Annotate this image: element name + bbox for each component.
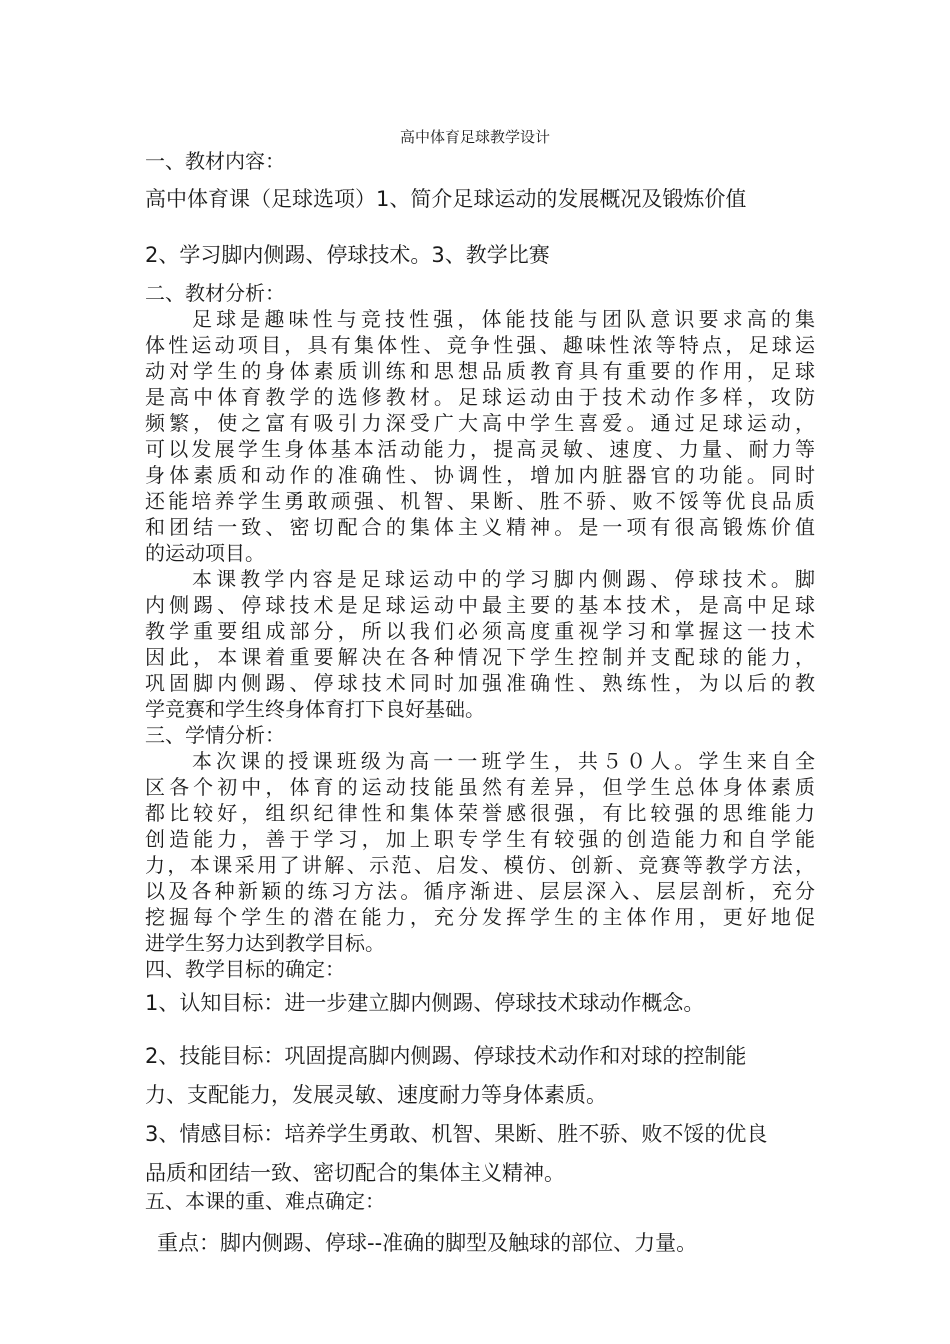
section-3-paragraph-1 xyxy=(145,748,815,956)
goal-affective-line-2: 品质和团结一致、密切配合的集体主义精神。 xyxy=(145,1161,565,1185)
paragraph-line: 学竞赛和学生终身体育打下良好基础。 xyxy=(145,697,485,721)
paragraph-line: 是高中体育教学的选修教材。足球运动由于技术动作多样，攻防 xyxy=(145,385,815,409)
section-2-heading: 二、教材分析： xyxy=(145,281,285,305)
paragraph-line: 都比较好，组织纪律性和集体荣誉感很强，有比较强的思维能力 xyxy=(145,801,815,825)
section-1-heading: 一、教材内容： xyxy=(145,149,285,173)
paragraph-line: 因此，本课着重要解决在各种情况下学生控制并支配球的能力， xyxy=(145,645,815,669)
paragraph-line: 区各个初中，体育的运动技能虽然有差异，但学生总体身体素质 xyxy=(145,775,815,799)
key-point: 重点：脚内侧踢、停球--准确的脚型及触球的部位、力量。 xyxy=(157,1231,698,1255)
document-title: 高中体育足球教学设计 xyxy=(399,128,550,146)
section-4-heading: 四、教学目标的确定： xyxy=(145,957,345,981)
paragraph-line: 进学生努力达到教学目标。 xyxy=(145,931,385,955)
section-3-heading: 三、学情分析： xyxy=(145,723,285,747)
paragraph-line: 可以发展学生身体基本活动能力，提高灵敏、速度、力量、耐力等 xyxy=(145,437,815,461)
paragraph-line: 体性运动项目，具有集体性、竞争性强、趣味性浓等特点，足球运 xyxy=(145,333,815,357)
paragraph-line: 巩固脚内侧踢、停球技术同时加强准确性、熟练性，为以后的教 xyxy=(145,671,815,695)
paragraph-line: 挖掘每个学生的潜在能力，充分发挥学生的主体作用，更好地促 xyxy=(145,905,815,929)
section-1-line-2: 2、学习脚内侧踢、停球技术。3、教学比赛 xyxy=(145,243,550,267)
paragraph-line: 身体素质和动作的准确性、协调性，增加内脏器官的功能。同时 xyxy=(145,463,815,487)
paragraph-line: 力，本课采用了讲解、示范、启发、模仿、创新、竞赛等教学方法， xyxy=(145,853,815,877)
document-body xyxy=(145,148,815,1258)
paragraph-line: 本次课的授课班级为高一一班学生，共５０人。学生来自全 xyxy=(192,749,815,773)
goal-cognitive: 1、认知目标：进一步建立脚内侧踢、停球技术球动作概念。 xyxy=(145,991,705,1015)
paragraph-line: 教学重要组成部分，所以我们必须高度重视学习和掌握这一技术 xyxy=(145,619,815,643)
paragraph-line: 内侧踢、停球技术是足球运动中最主要的基本技术，是高中足球 xyxy=(145,593,815,617)
paragraph-line: 本课教学内容是足球运动中的学习脚内侧踢、停球技术。脚 xyxy=(192,567,815,591)
goal-affective-line-1: 3、情感目标：培养学生勇敢、机智、果断、胜不骄、败不馁的优良 xyxy=(145,1122,768,1146)
section-2-paragraph-1 xyxy=(145,306,815,566)
section-1-line-1: 高中体育课（足球选项）1、简介足球运动的发展概况及锻炼价值 xyxy=(145,187,747,211)
paragraph-line: 足球是趣味性与竞技性强，体能技能与团队意识要求高的集 xyxy=(192,307,815,331)
paragraph-line: 创造能力，善于学习，加上职专学生有较强的创造能力和自学能 xyxy=(145,827,815,851)
paragraph-line: 以及各种新颖的练习方法。循序渐进、层层深入、层层剖析，充分 xyxy=(145,879,815,903)
goal-skill-line-1: 2、技能目标：巩固提高脚内侧踢、停球技术动作和对球的控制能 xyxy=(145,1044,747,1068)
paragraph-line: 还能培养学生勇敢顽强、机智、果断、胜不骄、败不馁等优良品质 xyxy=(145,489,815,513)
section-2-paragraph-2 xyxy=(145,566,815,722)
paragraph-line: 和团结一致、密切配合的集体主义精神。是一项有很高锻炼价值 xyxy=(145,515,815,539)
paragraph-line: 动对学生的身体素质训练和思想品质教育具有重要的作用，足球 xyxy=(145,359,815,383)
paragraph-line: 的运动项目。 xyxy=(145,541,265,565)
paragraph-line: 频繁，使之富有吸引力深受广大高中学生喜爱。通过足球运动， xyxy=(145,411,815,435)
goal-skill-line-2: 力、支配能力，发展灵敏、速度耐力等身体素质。 xyxy=(145,1083,607,1107)
section-5-heading: 五、本课的重、难点确定： xyxy=(145,1189,385,1213)
